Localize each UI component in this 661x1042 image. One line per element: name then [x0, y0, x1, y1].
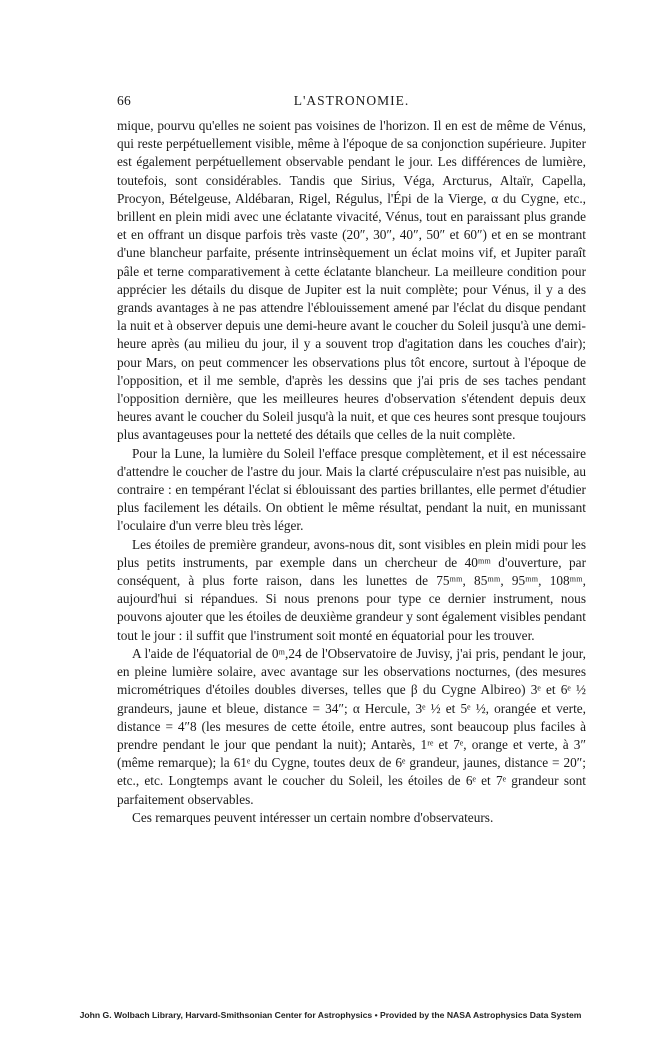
- article-body: [117, 117, 586, 827]
- paragraph-3: Les étoiles de première grandeur, avons-nous dit, sont visibles en plein midi pour les plus petits instruments, par exemple dans un chercheur de 40ᵐᵐ d'ouverture, par conséquent, à plus forte raison, dans les lunettes de 75ᵐᵐ, 85ᵐᵐ, 95ᵐᵐ, 108ᵐᵐ, aujourd'hui si répandues. Si nous prenons pour type ce dernier instrument, nous pouvons ajouter que les étoiles de deuxième grandeur y sont également visibles pendant tout le jour : il suffit que l'instrument soit monté en équatorial pour les trouver.: [117, 536, 586, 643]
- running-title: L'ASTRONOMIE.: [293, 93, 410, 108]
- paragraph-2: Pour la Lune, la lumière du Soleil l'efface presque complètement, et il est nécessaire d'attendre le coucher de l'astre du jour. Mais la clarté crépusculaire n'est pas nuisible, au contraire : en tempérant l'éclat si éblouissant des parties brillantes, elle permet d'étudier plus facilement les détails. On obtient le même résultat, pendant la nuit, en munissant l'oculaire d'un verre bleu très léger.: [117, 445, 586, 534]
- page-header: [117, 93, 586, 111]
- paragraph-5: Ces remarques peuvent intéresser un certain nombre d'observateurs.: [132, 809, 494, 825]
- page-number: 66: [117, 93, 132, 108]
- paragraph-4: A l'aide de l'équatorial de 0ᵐ,24 de l'Observatoire de Juvisy, j'ai pris, pendant le jour, en pleine lumière solaire, avec avantage sur les observations nocturnes, (des mesures micrométriques d'étoiles doubles diverses, telles que β du Cygne Albireo) 3ᵉ et 6ᵉ ½ grandeurs, jaune et bleue, distance = 34″; α Hercule, 3ᵉ ½ et 5ᵉ ½, orangée et verte, distance = 4″8 (les mesures de cette étoile, entre autres, sont beaucoup plus faciles à prendre pendant le jour que pendant la nuit); Antarès, 1ʳᵉ et 7ᵉ, orange et verte, à 3″ (même remarque); la 61ᵉ du Cygne, toutes deux de 6ᵉ grandeur, jaunes, distance = 20″; etc., etc. Longtemps avant le coucher du Soleil, les étoiles de 6ᵉ et 7ᵉ grandeur sont parfaitement observables.: [117, 645, 586, 807]
- library-credit-footer: John G. Wolbach Library, Harvard-Smithsonian Center for Astrophysics • Provided by the NASA Astrophysics Data System: [79, 1010, 582, 1020]
- paragraph-1: mique, pourvu qu'elles ne soient pas voisines de l'horizon. Il en est de même de Vénus, qui reste perpétuellement visible, même à l'époque de sa conjonction supérieure. Jupiter est également perpétuellement observable pendant le jour. Les différences de lumière, toutefois, sont considérables. Tandis que Sirius, Véga, Arcturus, Altaïr, Capella, Procyon, Bételgeuse, Aldébaran, Rigel, Régulus, l'Épi de la Vierge, α du Cygne, etc., brillent en plein midi avec une éclatante vivacité, Vénus, tout en paraissant plus grande et en offrant un disque parfois très vaste (20″, 30″, 40″, 50″ et 60″) et en se montrant d'une blancheur parfaite, présente intrinsèquement un éclat moins vif, et Jupiter paraît pâle et terne comparativement à cette éclatante blancheur. La meilleure condition pour apprécier les détails du disque de Jupiter est la nuit complète; pour Vénus, il y a des grands avantages à ne pas attendre l'éblouissement amené par l'éclat du disque pendant la nuit et à observer depuis une demi-heure avant le coucher du Soleil jusqu'à une demi-heure après (au milieu du jour, il y a souvent trop d'agitation dans les couches d'air); pour Mars, on peut commencer les observations plus tôt encore, surtout à l'époque de l'opposition, et il me semble, d'après les dessins que j'ai pris de ses taches pendant l'opposition dernière, que les meilleures heures d'observation s'étendent depuis deux heures avant le coucher du Soleil jusqu'à la nuit, et que ces heures sont presque toujours plus avantageuses pour la netteté des détails que celles de la nuit complète.: [117, 118, 586, 443]
